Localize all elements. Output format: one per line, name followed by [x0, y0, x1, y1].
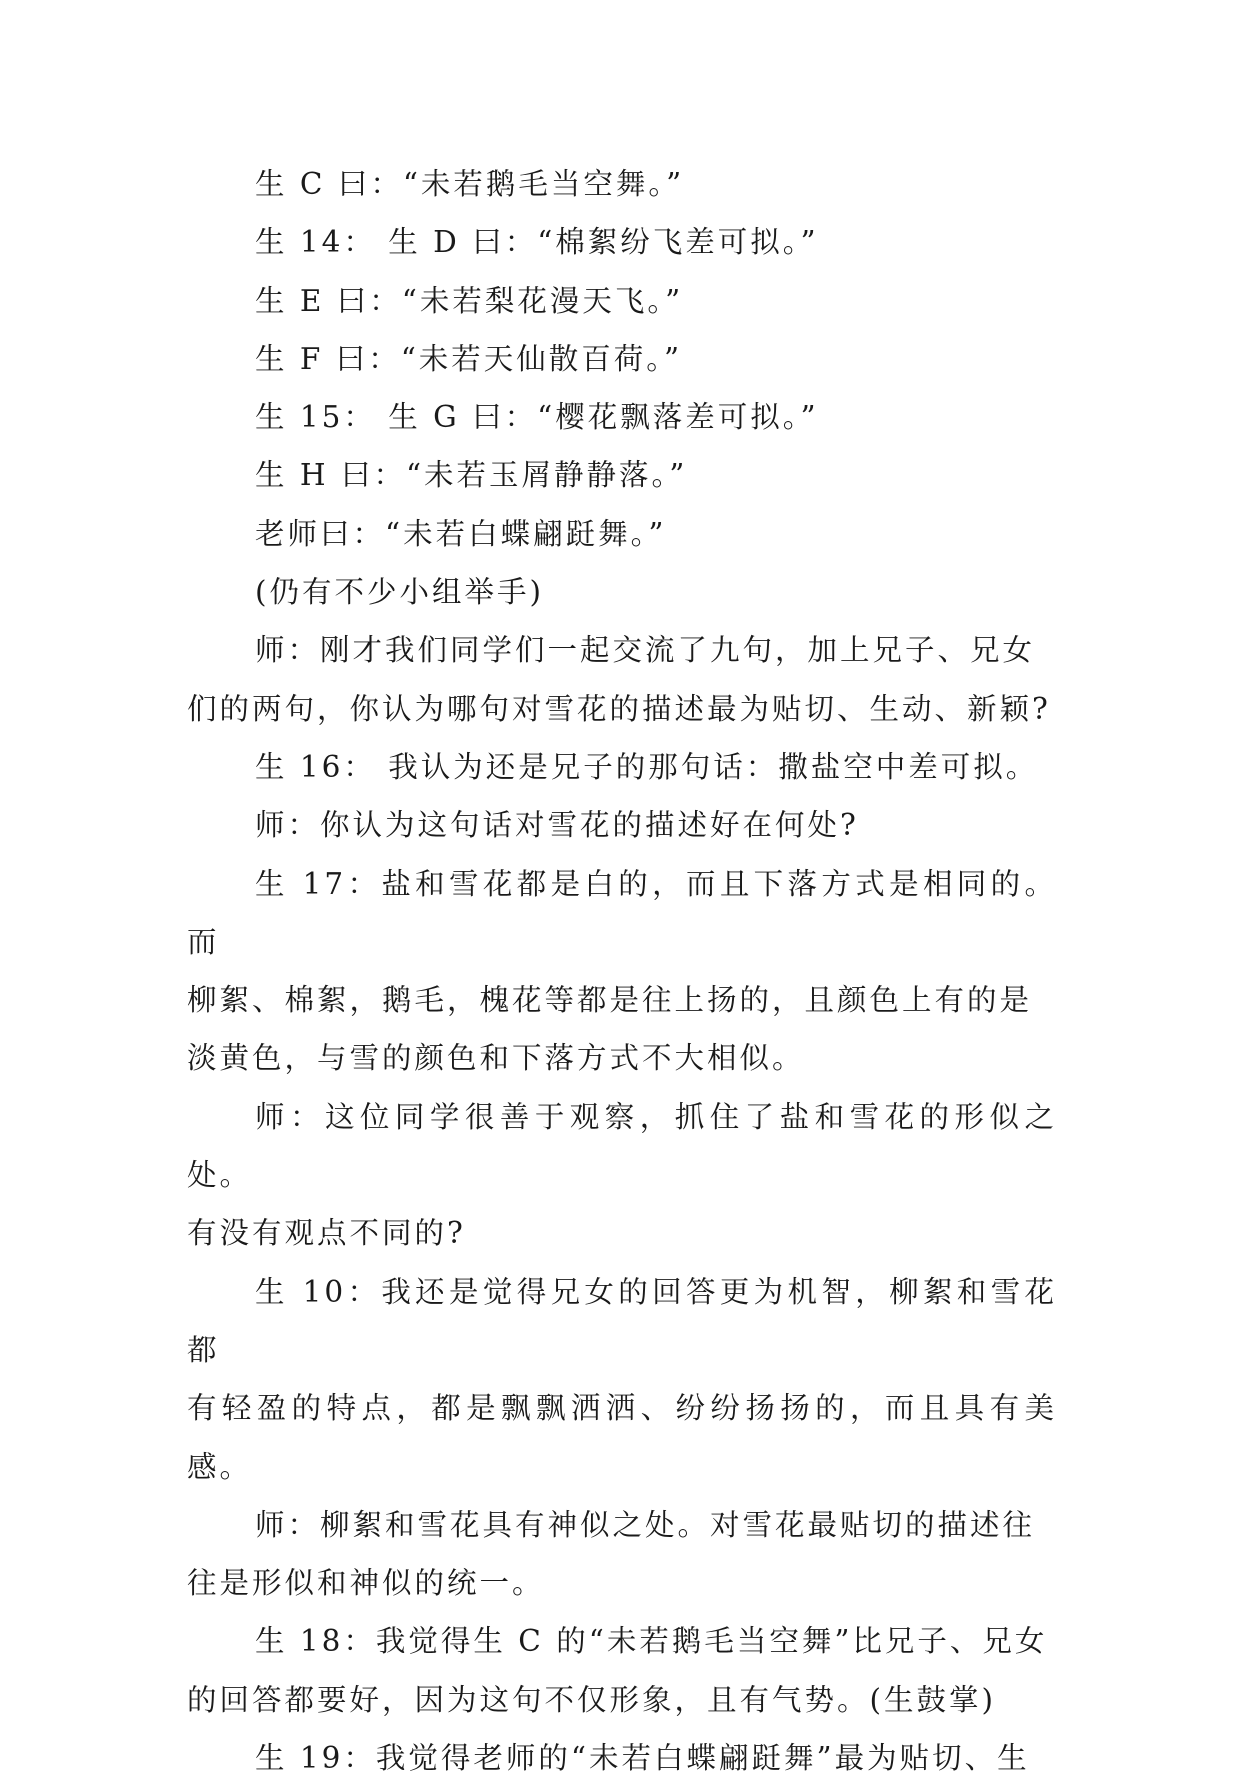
paragraph	[187, 1088, 1057, 1263]
paragraph-line: 师：这位同学很善于观察，抓住了盐和雪花的形似之处。	[187, 1099, 1057, 1193]
paragraph-line: 生 F 曰：“未若天仙散百荷。”	[255, 341, 683, 376]
paragraph	[187, 563, 1057, 621]
paragraph	[187, 1263, 1057, 1496]
paragraph	[187, 1496, 1057, 1613]
paragraph	[187, 621, 1057, 738]
paragraph-line: 生 14： 生 D 曰：“棉絮纷飞差可拟。”	[255, 225, 819, 260]
paragraph	[187, 272, 1057, 330]
paragraph-line: 生 17：盐和雪花都是白的，而且下落方式是相同的。而	[187, 866, 1057, 959]
paragraph-line: 有轻盈的特点，都是飘飘洒洒、纷纷扬扬的，而且具有美感。	[187, 1391, 1057, 1484]
paragraph-line: 师：刚才我们同学们一起交流了九句，加上兄子、兄女	[255, 633, 1036, 668]
paragraph-line: 生 C 曰：“未若鹅毛当空舞。”	[255, 167, 685, 201]
paragraph-line: 往是形似和神似的统一。	[187, 1566, 545, 1601]
paragraph-line: 生 18：我觉得生 C 的“未若鹅毛当空舞”比兄子、兄女	[255, 1624, 1048, 1659]
paragraph-line: 生 10：我还是觉得兄女的回答更为机智，柳絮和雪花都	[187, 1274, 1057, 1367]
paragraph	[187, 855, 1057, 1088]
paragraph-line: 师：柳絮和雪花具有神似之处。对雪花最贴切的描述往	[255, 1507, 1036, 1542]
paragraph	[187, 1729, 1057, 1787]
paragraph	[187, 155, 1057, 213]
paragraph	[187, 213, 1057, 271]
paragraph-line: 生 E 曰：“未若梨花漫天飞。”	[255, 283, 684, 318]
paragraph	[187, 330, 1057, 388]
paragraph-line: 老师曰：“未若白蝶翩跹舞。”	[255, 516, 667, 551]
paragraph-line: 淡黄色，与雪的颜色和下落方式不大相似。	[187, 1041, 805, 1076]
document-body	[187, 155, 1057, 1787]
paragraph-line: 们的两句，你认为哪句对雪花的描述最为贴切、生动、新颖?	[187, 691, 1051, 726]
paragraph	[187, 388, 1057, 446]
paragraph-line: 生 16： 我认为还是兄子的那句话：撒盐空中差可拟。	[255, 749, 1039, 784]
paragraph-line: 师：你认为这句话对雪花的描述好在何处?	[255, 808, 859, 843]
paragraph-line: 生 15： 生 G 曰：“樱花飘落差可拟。”	[255, 400, 819, 435]
paragraph	[187, 505, 1057, 563]
paragraph-line: 生 19：我觉得老师的“未若白蝶翩跹舞”最为贴切、生	[255, 1741, 1030, 1776]
paragraph	[187, 446, 1057, 504]
paragraph-line: 的回答都要好，因为这句不仅形象，且有气势。(生鼓掌)	[187, 1682, 997, 1717]
paragraph-line: (仍有不少小组举手)	[255, 575, 545, 610]
paragraph	[187, 796, 1057, 854]
paragraph	[187, 738, 1057, 796]
paragraph-line: 生 H 曰：“未若玉屑静静落。”	[255, 458, 688, 493]
paragraph	[187, 1612, 1057, 1729]
paragraph-line: 柳絮、棉絮，鹅毛，槐花等都是往上扬的，且颜色上有的是	[187, 983, 1033, 1018]
paragraph-line: 有没有观点不同的?	[187, 1216, 466, 1251]
